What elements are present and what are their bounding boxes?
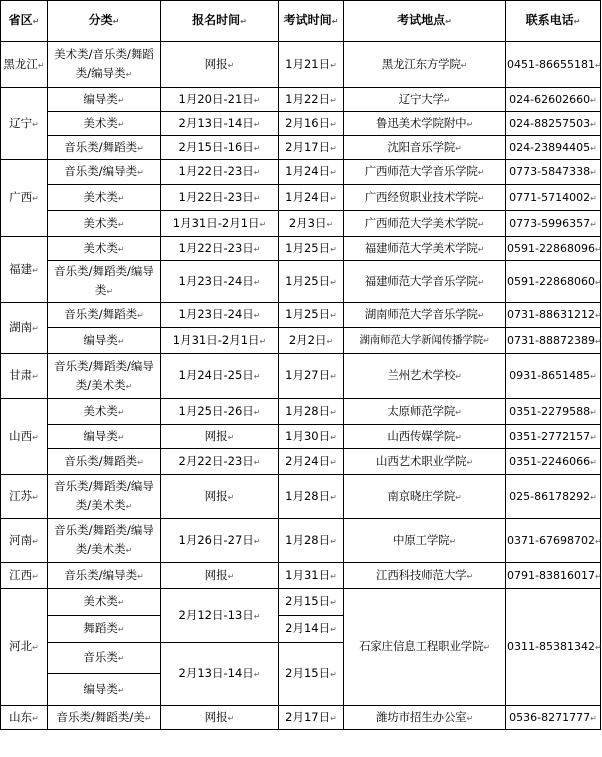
paragraph-mark: ↵	[594, 643, 602, 652]
signup-cell: 1月23日-24日↵	[161, 303, 279, 328]
header-province: 省区↵	[1, 1, 48, 42]
location-cell: 广西师范大学美术学院↵	[344, 211, 506, 237]
paragraph-mark: ↵	[125, 502, 133, 511]
phone-cell: 024-23894405↵	[506, 136, 601, 160]
signup-cell: 1月22日-23日↵	[161, 185, 279, 211]
phone-cell: 0311-85381342↵	[506, 589, 601, 706]
category-cell: 编导类↵	[48, 88, 161, 112]
location-cell: 广西师范大学音乐学院↵	[344, 160, 506, 185]
table-row	[1, 449, 601, 475]
location-cell: 兰州艺术学校↵	[344, 354, 506, 399]
paragraph-mark: ↵	[326, 336, 334, 346]
phone-cell: 0351-2246066↵	[506, 449, 601, 475]
province-cell: 河北↵	[1, 589, 48, 706]
paragraph-mark: ↵	[483, 643, 490, 652]
category-cell: 音乐类/舞蹈类/编导类/美术类↵	[48, 354, 161, 399]
paragraph-mark: ↵	[32, 372, 39, 381]
header-exam-time: 考试时间↵	[279, 1, 344, 42]
signup-cell: 1月22日-23日↵	[161, 237, 279, 261]
exam-cell: 2月24日↵	[279, 449, 344, 475]
phone-cell: 0931-8651485↵	[506, 354, 601, 399]
exam-cell: 1月25日↵	[279, 237, 344, 261]
paragraph-mark: ↵	[594, 277, 602, 287]
paragraph-mark: ↵	[125, 70, 133, 79]
paragraph-mark: ↵	[144, 713, 152, 723]
location-cell: 辽宁大学↵	[344, 88, 506, 112]
category-cell: 美术类↵	[48, 185, 161, 211]
table-row	[1, 211, 601, 237]
table-row	[1, 399, 601, 425]
signup-cell: 网报↵	[161, 563, 279, 589]
category-cell: 美术类↵	[48, 112, 161, 136]
paragraph-mark: ↵	[466, 119, 473, 129]
paragraph-mark: ↵	[125, 546, 133, 555]
paragraph-mark: ↵	[477, 277, 485, 287]
paragraph-mark: ↵	[253, 143, 261, 153]
paragraph-mark: ↵	[330, 536, 337, 546]
category-cell: 美术类/音乐类/舞蹈类/编导类↵	[48, 42, 161, 88]
paragraph-mark: ↵	[117, 407, 125, 417]
paragraph-mark: ↵	[330, 492, 337, 502]
phone-cell: 0351-2772157↵	[506, 425, 601, 449]
signup-cell: 网报↵	[161, 475, 279, 519]
exam-cell: 1月27日↵	[279, 354, 344, 399]
paragraph-mark: ↵	[106, 287, 114, 296]
paragraph-mark: ↵	[455, 143, 462, 153]
paragraph-mark: ↵	[253, 457, 261, 467]
paragraph-mark: ↵	[455, 492, 462, 502]
phone-cell: 0451-86655181↵	[506, 42, 601, 88]
paragraph-mark: ↵	[227, 713, 235, 723]
paragraph-mark: ↵	[137, 168, 144, 177]
province-cell: 黑龙江↵	[1, 42, 48, 88]
paragraph-mark: ↵	[253, 670, 261, 679]
table-row	[1, 354, 601, 399]
location-cell: 广西经贸职业技术学院↵	[344, 185, 506, 211]
phone-cell: 0773-5847338↵	[506, 160, 601, 185]
paragraph-mark: ↵	[32, 265, 39, 275]
paragraph-mark: ↵	[253, 277, 261, 287]
paragraph-mark: ↵	[594, 311, 602, 320]
phone-cell: 0591-22868096↵	[506, 237, 601, 261]
paragraph-mark: ↵	[137, 571, 144, 581]
paragraph-mark: ↵	[32, 713, 39, 723]
paragraph-mark: ↵	[326, 219, 334, 229]
exam-cell: 1月21日↵	[279, 42, 344, 88]
location-cell: 中原工学院↵	[344, 519, 506, 563]
category-cell: 音乐类/舞蹈类↵	[48, 449, 161, 475]
category-cell: 音乐类↵	[48, 643, 161, 674]
paragraph-mark: ↵	[330, 95, 337, 105]
province-cell: 江苏↵	[1, 475, 48, 519]
paragraph-mark: ↵	[330, 143, 337, 153]
paragraph-mark: ↵	[590, 95, 597, 105]
table-header-row	[1, 1, 601, 42]
table-row	[1, 563, 601, 589]
table-row	[1, 160, 601, 185]
paragraph-mark: ↵	[594, 244, 602, 254]
location-cell: 黑龙江东方学院↵	[344, 42, 506, 88]
exam-cell: 2月16日↵	[279, 112, 344, 136]
header-category: 分类↵	[48, 1, 161, 42]
paragraph-mark: ↵	[330, 432, 337, 442]
table-row	[1, 328, 601, 354]
paragraph-mark: ↵	[330, 311, 337, 320]
paragraph-mark: ↵	[227, 492, 235, 502]
paragraph-mark: ↵	[590, 713, 597, 723]
paragraph-mark: ↵	[594, 60, 602, 70]
paragraph-mark: ↵	[253, 193, 261, 203]
table-row	[1, 136, 601, 160]
paragraph-mark: ↵	[259, 336, 267, 346]
phone-cell: 0773-5996357↵	[506, 211, 601, 237]
paragraph-mark: ↵	[466, 713, 473, 723]
exam-cell: 2月15日↵	[279, 589, 344, 616]
category-cell: 音乐类/舞蹈类/编导类↵	[48, 261, 161, 303]
signup-cell: 网报↵	[161, 425, 279, 449]
paragraph-mark: ↵	[240, 17, 247, 26]
location-cell: 山西艺术职业学院↵	[344, 449, 506, 475]
signup-cell: 1月26日-27日↵	[161, 519, 279, 563]
category-cell: 编导类↵	[48, 674, 161, 706]
paragraph-mark: ↵	[590, 143, 597, 153]
paragraph-mark: ↵	[483, 336, 490, 345]
paragraph-mark: ↵	[253, 536, 261, 546]
paragraph-mark: ↵	[137, 143, 144, 153]
paragraph-mark: ↵	[227, 60, 235, 70]
table-row	[1, 475, 601, 519]
location-cell: 江西科技师范大学↵	[344, 563, 506, 589]
province-cell: 甘肃↵	[1, 354, 48, 399]
exam-cell: 2月17日↵	[279, 706, 344, 730]
paragraph-mark: ↵	[227, 432, 235, 442]
phone-cell: 0731-88872389↵	[506, 328, 601, 354]
paragraph-mark: ↵	[330, 119, 337, 129]
exam-cell: 1月28日↵	[279, 519, 344, 563]
header-exam-location: 考试地点↵	[344, 1, 506, 42]
paragraph-mark: ↵	[253, 611, 261, 621]
phone-cell: 0351-2279588↵	[506, 399, 601, 425]
signup-cell: 2月15日-16日↵	[161, 136, 279, 160]
paragraph-mark: ↵	[112, 17, 120, 26]
category-cell: 编导类↵	[48, 328, 161, 354]
signup-cell: 1月20日-21日↵	[161, 88, 279, 112]
province-cell: 福建↵	[1, 237, 48, 303]
paragraph-mark: ↵	[117, 193, 125, 203]
table-row	[1, 589, 601, 616]
table-row	[1, 519, 601, 563]
paragraph-mark: ↵	[253, 119, 261, 129]
signup-cell: 2月13日-14日↵	[161, 643, 279, 706]
paragraph-mark: ↵	[32, 492, 39, 502]
paragraph-mark: ↵	[594, 571, 602, 581]
paragraph-mark: ↵	[449, 536, 456, 546]
paragraph-mark: ↵	[117, 625, 125, 634]
paragraph-mark: ↵	[117, 685, 125, 695]
paragraph-mark: ↵	[32, 571, 39, 581]
paragraph-mark: ↵	[330, 625, 337, 634]
province-cell: 山西↵	[1, 399, 48, 475]
signup-cell: 1月24日-25日↵	[161, 354, 279, 399]
location-cell: 福建师范大学音乐学院↵	[344, 261, 506, 303]
table-row	[1, 425, 601, 449]
table-row	[1, 42, 601, 88]
paragraph-mark: ↵	[590, 432, 597, 442]
table-row	[1, 303, 601, 328]
paragraph-mark: ↵	[32, 194, 39, 203]
province-cell: 辽宁↵	[1, 88, 48, 160]
paragraph-mark: ↵	[32, 119, 39, 129]
exam-cell: 2月15日↵	[279, 643, 344, 706]
paragraph-mark: ↵	[32, 536, 39, 546]
paragraph-mark: ↵	[32, 324, 39, 333]
category-cell: 美术类↵	[48, 399, 161, 425]
category-cell: 音乐类/编导类↵	[48, 563, 161, 589]
paragraph-mark: ↵	[227, 571, 235, 581]
category-cell: 美术类↵	[48, 237, 161, 261]
paragraph-mark: ↵	[117, 244, 125, 254]
location-cell: 潍坊市招生办公室↵	[344, 706, 506, 730]
paragraph-mark: ↵	[137, 457, 144, 467]
location-cell: 湖南师范大学新闻传播学院↵	[344, 328, 506, 354]
signup-cell: 2月13日-14日↵	[161, 112, 279, 136]
category-cell: 音乐类/舞蹈类/美↵	[48, 706, 161, 730]
paragraph-mark: ↵	[117, 219, 125, 229]
paragraph-mark: ↵	[443, 95, 451, 105]
table-row	[1, 88, 601, 112]
paragraph-mark: ↵	[590, 193, 597, 203]
location-cell: 石家庄信息工程职业学院↵	[344, 589, 506, 706]
paragraph-mark: ↵	[590, 372, 597, 381]
paragraph-mark: ↵	[330, 244, 337, 254]
paragraph-mark: ↵	[117, 95, 125, 105]
paragraph-mark: ↵	[117, 598, 125, 607]
exam-cell: 2月3日↵	[279, 211, 344, 237]
exam-cell: 2月17日↵	[279, 136, 344, 160]
paragraph-mark: ↵	[330, 457, 337, 467]
paragraph-mark: ↵	[590, 407, 597, 417]
category-cell: 音乐类/舞蹈类↵	[48, 136, 161, 160]
category-cell: 音乐类/编导类↵	[48, 160, 161, 185]
phone-cell: 0771-5714002↵	[506, 185, 601, 211]
province-cell: 山东↵	[1, 706, 48, 730]
table-row	[1, 185, 601, 211]
exam-cell: 1月28日↵	[279, 475, 344, 519]
paragraph-mark: ↵	[137, 311, 144, 320]
paragraph-mark: ↵	[330, 372, 337, 381]
exam-cell: 1月24日↵	[279, 160, 344, 185]
location-cell: 太原师范学院↵	[344, 399, 506, 425]
paragraph-mark: ↵	[466, 571, 473, 581]
paragraph-mark: ↵	[330, 407, 337, 417]
phone-cell: 0791-83816017↵	[506, 563, 601, 589]
category-cell: 美术类↵	[48, 211, 161, 237]
paragraph-mark: ↵	[32, 643, 39, 652]
signup-cell: 1月23日-24日↵	[161, 261, 279, 303]
signup-cell: 1月22日-23日↵	[161, 160, 279, 185]
paragraph-mark: ↵	[477, 168, 485, 177]
paragraph-mark: ↵	[594, 536, 602, 546]
paragraph-mark: ↵	[455, 372, 462, 381]
phone-cell: 0536-8271777↵	[506, 706, 601, 730]
paragraph-mark: ↵	[117, 654, 125, 663]
paragraph-mark: ↵	[32, 17, 40, 26]
category-cell: 舞蹈类↵	[48, 616, 161, 643]
phone-cell: 0591-22868060↵	[506, 261, 601, 303]
exam-cell: 1月28日↵	[279, 399, 344, 425]
signup-cell: 网报↵	[161, 42, 279, 88]
signup-cell: 2月22日-23日↵	[161, 449, 279, 475]
paragraph-mark: ↵	[590, 119, 597, 129]
signup-cell: 1月31日-2月1日↵	[161, 211, 279, 237]
exam-cell: 1月25日↵	[279, 303, 344, 328]
paragraph-mark: ↵	[455, 432, 462, 442]
paragraph-mark: ↵	[594, 336, 602, 346]
table-row	[1, 112, 601, 136]
paragraph-mark: ↵	[253, 372, 261, 381]
exam-cell: 1月31日↵	[279, 563, 344, 589]
province-cell: 湖南↵	[1, 303, 48, 354]
phone-cell: 024-62602660↵	[506, 88, 601, 112]
category-cell: 编导类↵	[48, 425, 161, 449]
paragraph-mark: ↵	[117, 119, 125, 129]
paragraph-mark: ↵	[590, 492, 597, 502]
paragraph-mark: ↵	[590, 168, 597, 177]
phone-cell: 024-88257503↵	[506, 112, 601, 136]
paragraph-mark: ↵	[125, 381, 133, 391]
paragraph-mark: ↵	[253, 95, 261, 105]
paragraph-mark: ↵	[117, 432, 125, 442]
table-row	[1, 706, 601, 730]
province-cell: 河南↵	[1, 519, 48, 563]
table-row	[1, 261, 601, 303]
paragraph-mark: ↵	[477, 219, 485, 229]
exam-cell: 1月30日↵	[279, 425, 344, 449]
category-cell: 音乐类/舞蹈类/编导类/美术类↵	[48, 519, 161, 563]
exam-cell: 1月24日↵	[279, 185, 344, 211]
paragraph-mark: ↵	[253, 244, 261, 254]
exam-cell: 1月25日↵	[279, 261, 344, 303]
province-cell: 江西↵	[1, 563, 48, 589]
paragraph-mark: ↵	[330, 168, 337, 177]
paragraph-mark: ↵	[477, 193, 485, 203]
paragraph-mark: ↵	[445, 17, 452, 26]
header-phone: 联系电话↵	[506, 1, 601, 42]
paragraph-mark: ↵	[330, 193, 337, 203]
location-cell: 南京晓庄学院↵	[344, 475, 506, 519]
paragraph-mark: ↵	[477, 244, 485, 254]
province-cell: 广西↵	[1, 160, 48, 237]
exam-cell: 2月2日↵	[279, 328, 344, 354]
category-cell: 美术类↵	[48, 589, 161, 616]
category-cell: 音乐类/舞蹈类↵	[48, 303, 161, 328]
paragraph-mark: ↵	[460, 60, 468, 70]
paragraph-mark: ↵	[455, 407, 462, 417]
signup-cell: 1月31日-2月1日↵	[161, 328, 279, 354]
paragraph-mark: ↵	[330, 670, 337, 679]
location-cell: 湖南师范大学音乐学院↵	[344, 303, 506, 328]
location-cell: 福建师范大学美术学院↵	[344, 237, 506, 261]
paragraph-mark: ↵	[330, 60, 337, 70]
signup-cell: 网报↵	[161, 706, 279, 730]
phone-cell: 0371-67698702↵	[506, 519, 601, 563]
paragraph-mark: ↵	[330, 713, 337, 723]
paragraph-mark: ↵	[331, 17, 339, 26]
header-signup-time: 报名时间↵	[161, 1, 279, 42]
phone-cell: 0731-88631212↵	[506, 303, 601, 328]
paragraph-mark: ↵	[37, 60, 45, 70]
paragraph-mark: ↵	[573, 17, 581, 26]
paragraph-mark: ↵	[330, 571, 337, 581]
paragraph-mark: ↵	[32, 432, 39, 442]
paragraph-mark: ↵	[590, 457, 597, 467]
paragraph-mark: ↵	[117, 336, 125, 346]
phone-cell: 025-86178292↵	[506, 475, 601, 519]
signup-cell: 1月25日-26日↵	[161, 399, 279, 425]
location-cell: 山西传媒学院↵	[344, 425, 506, 449]
paragraph-mark: ↵	[253, 407, 261, 417]
paragraph-mark: ↵	[253, 168, 261, 177]
paragraph-mark: ↵	[330, 598, 337, 607]
location-cell: 沈阳音乐学院↵	[344, 136, 506, 160]
location-cell: 鲁迅美术学院附中↵	[344, 112, 506, 136]
category-cell: 音乐类/舞蹈类/编导类/美术类↵	[48, 475, 161, 519]
paragraph-mark: ↵	[330, 277, 337, 287]
paragraph-mark: ↵	[259, 219, 267, 229]
paragraph-mark: ↵	[466, 457, 473, 467]
paragraph-mark: ↵	[253, 311, 261, 320]
paragraph-mark: ↵	[477, 311, 485, 320]
paragraph-mark: ↵	[590, 219, 597, 229]
table-row	[1, 237, 601, 261]
exam-cell: 1月22日↵	[279, 88, 344, 112]
signup-cell: 2月12日-13日↵	[161, 589, 279, 643]
exam-cell: 2月14日↵	[279, 616, 344, 643]
